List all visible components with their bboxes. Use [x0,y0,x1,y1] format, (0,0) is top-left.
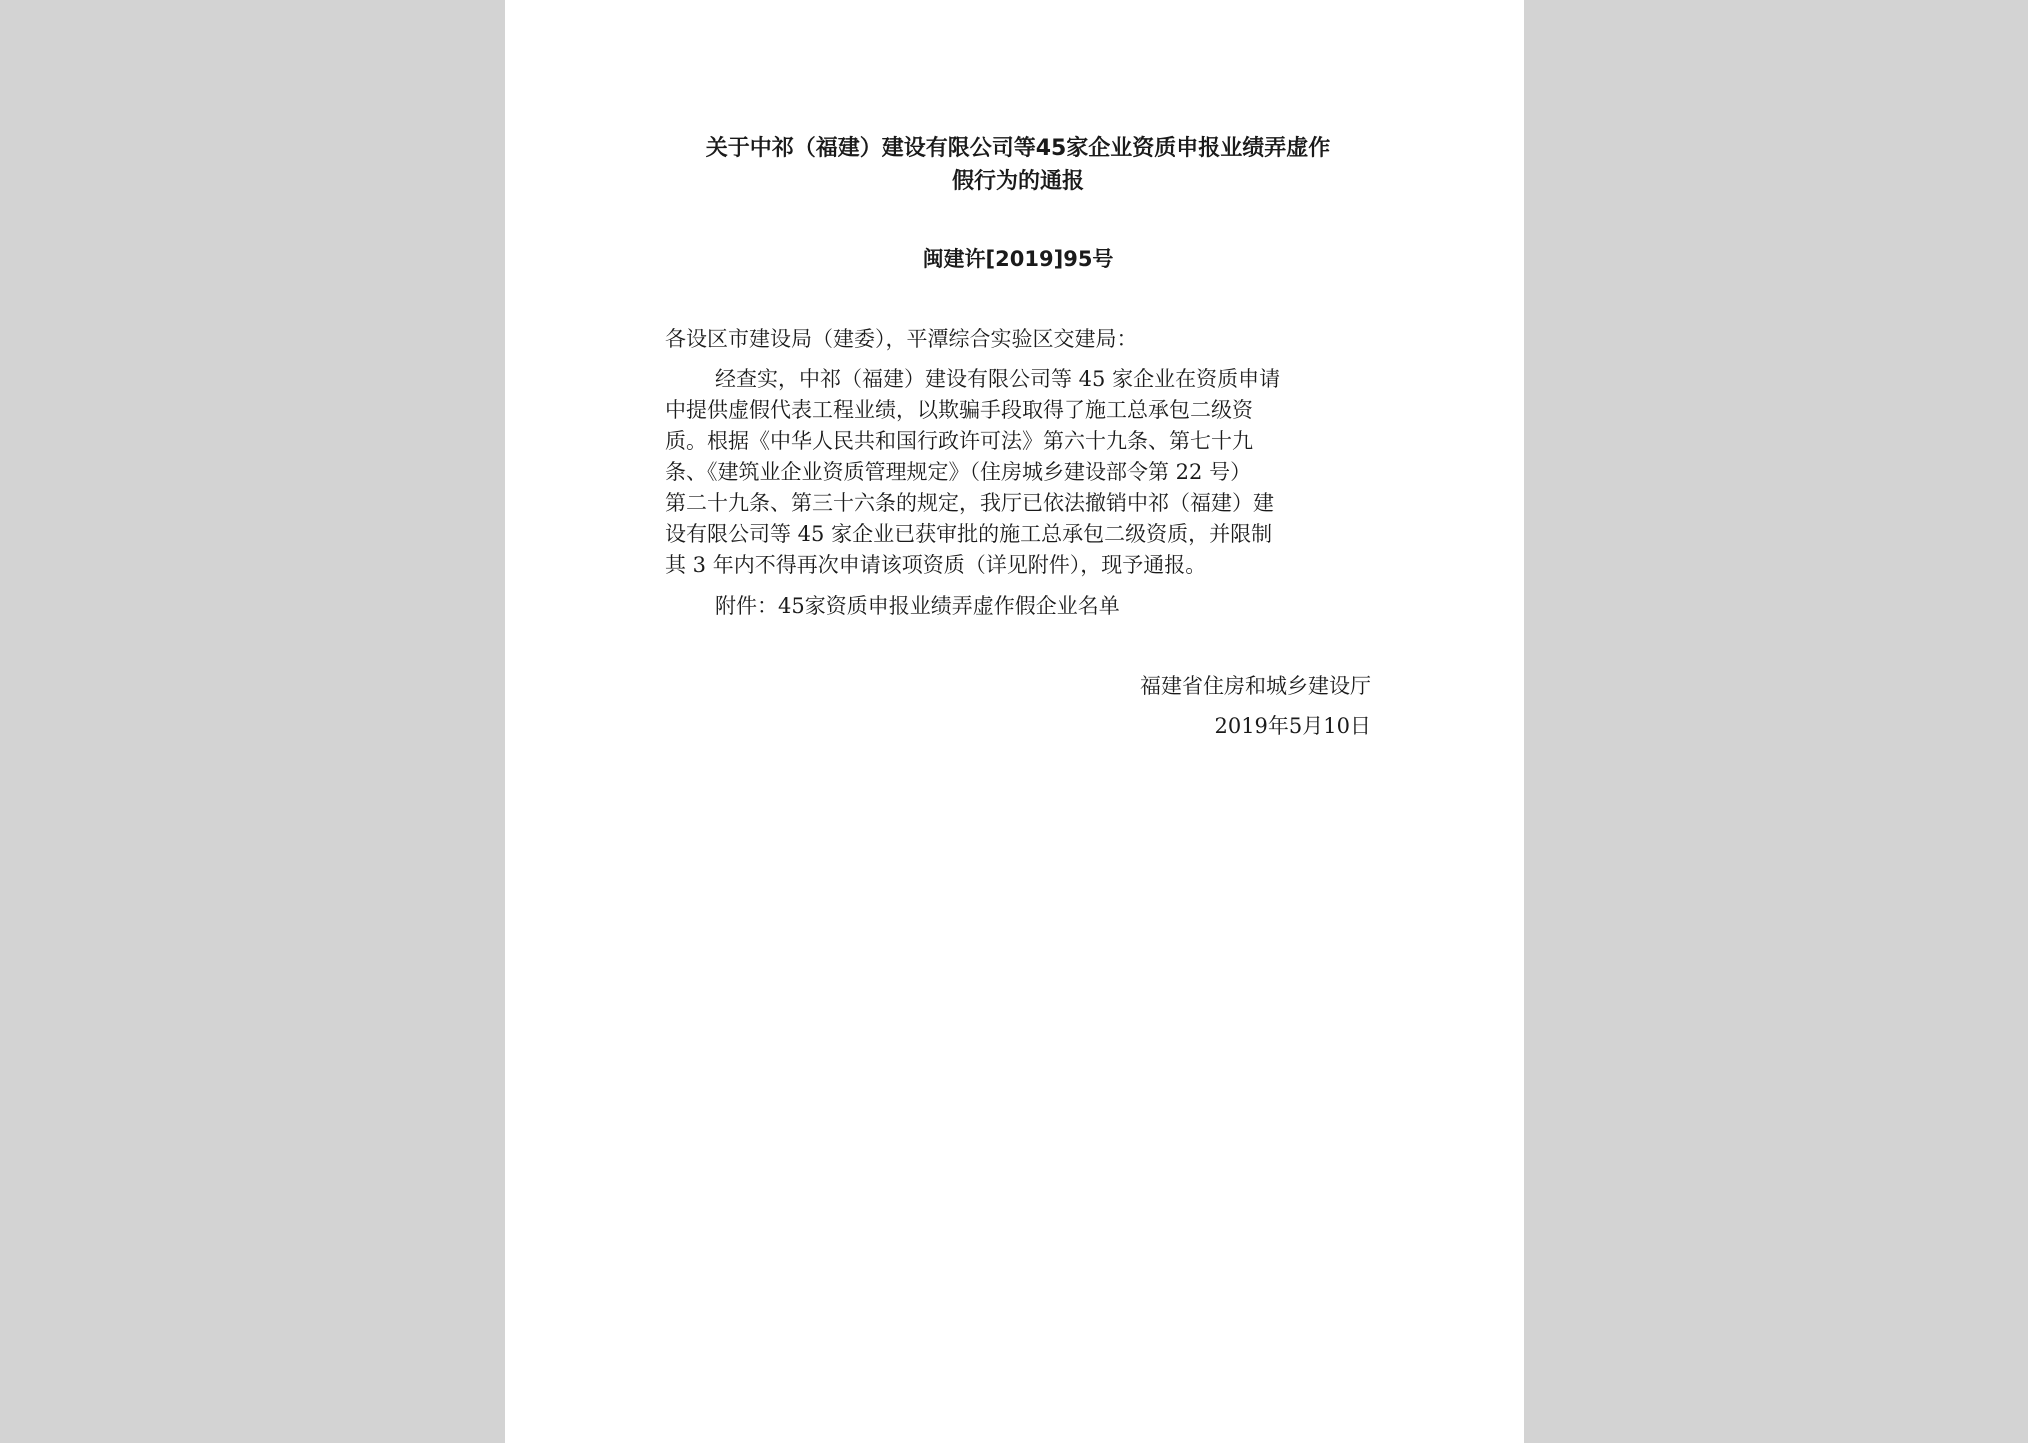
issuer-signature: 福建省住房和城乡建设厅 [1140,674,1371,698]
title-line-2: 假行为的通报 [951,169,1084,194]
body-line-5: 第二十九条、第三十六条的规定，我厅已依法撤销中祁（福建）建 [665,491,1274,515]
document-title [665,132,1371,198]
body-line-2: 中提供虚假代表工程业绩，以欺骗手段取得了施工总承包二级资 [665,398,1253,422]
document-number: 闽建许[2019]95号 [922,247,1114,271]
body-line-4: 条、《建筑业企业资质管理规定》（住房城乡建设部令第 22 号） [665,460,1252,484]
attachment-note: 附件：45家资质申报业绩弄虚作假企业名单 [715,594,1120,618]
issue-date: 2019年5月10日 [1214,714,1371,738]
document-page [505,0,1524,1443]
salutation: 各设区市建设局（建委），平潭综合实验区交建局： [665,327,1138,351]
title-line-1: 关于中祁（福建）建设有限公司等45家企业资质申报业绩弄虚作 [705,136,1331,161]
body-line-1: 经查实，中祁（福建）建设有限公司等 45 家企业在资质申请 [715,367,1281,391]
body-line-7: 其 3 年内不得再次申请该项资质（详见附件），现予通报。 [665,553,1207,577]
body-paragraph [665,364,1371,581]
body-line-3: 质。根据《中华人民共和国行政许可法》第六十九条、第七十九 [665,429,1253,453]
body-line-6: 设有限公司等 45 家企业已获审批的施工总承包二级资质，并限制 [665,522,1273,546]
